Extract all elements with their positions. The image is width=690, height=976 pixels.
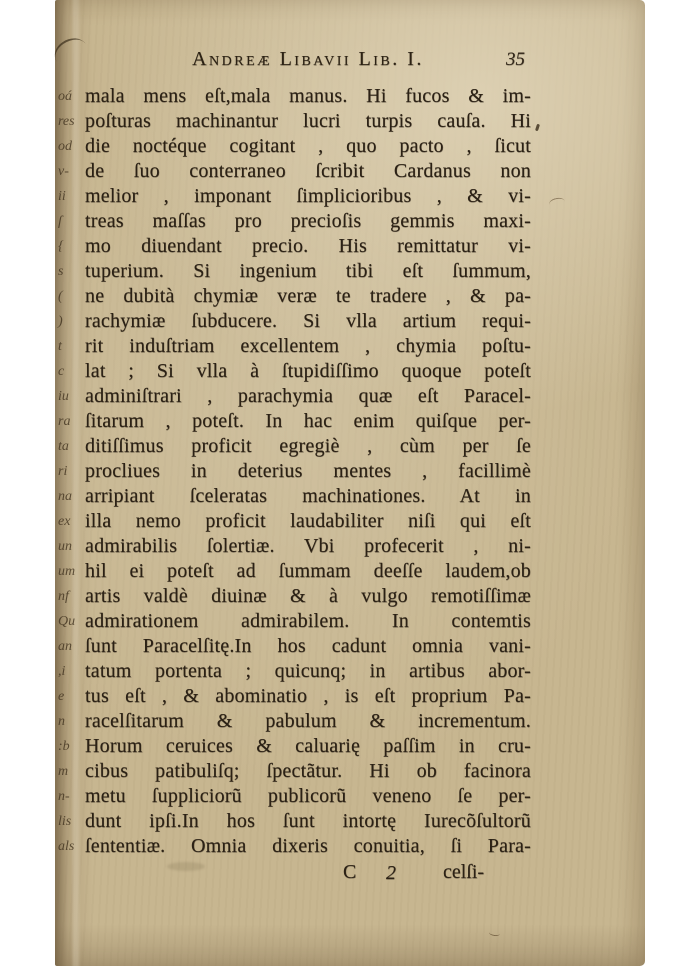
signature-line: [85, 861, 531, 888]
text-line: dunt ipſi.In hos ſunt intortę Iurecõſultorũ: [85, 810, 531, 832]
text-line: melior , imponant ſimplicioribus , & vi-: [85, 185, 531, 207]
page-corner-curl-stroke: [49, 32, 86, 64]
gutter-text-fragment: Qu: [58, 614, 76, 629]
text-line: rit induſtriam excellentem , chymia poſtu-: [85, 335, 531, 357]
gutter-text-fragment: als: [58, 839, 75, 854]
text-line: arripiant ſceleratas machinationes. At in: [85, 485, 531, 507]
gutter-text-fragment: n: [58, 714, 65, 729]
gutter-text-fragment: an: [58, 639, 72, 654]
catchword: celſi-: [443, 861, 485, 883]
gutter-text-fragment: s: [58, 264, 64, 279]
book-page-photo: [55, 0, 645, 966]
text-line: tatum portenta ; quicunq; in artibus abor-: [85, 660, 531, 682]
text-line: ſunt Paracelſitę.In hos cadunt omnia vani-: [85, 635, 531, 657]
text-line: ne dubità chymiæ veræ te tradere , & pa-: [85, 285, 531, 307]
gutter-text-fragment: ,i: [58, 664, 66, 679]
text-line: artis valdè diuinæ & à vulgo remotiſſimæ: [85, 585, 531, 607]
text-line: Horum ceruices & caluarię paſſim in cru-: [85, 735, 531, 757]
signature-mark: C: [343, 861, 357, 883]
text-line: treas maſſas pro precioſis gemmis maxi-: [85, 210, 531, 232]
text-line: ditiſſimus proficit egregiè , cùm per ſe: [85, 435, 531, 457]
text-line: metu ſuppliciorũ publicorũ veneno ſe per-: [85, 785, 531, 807]
gutter-text-fragment: un: [58, 539, 72, 554]
gutter-text-fragment: ): [58, 314, 63, 329]
gutter-text-fragment: um: [58, 564, 76, 579]
text-line: tuperium. Si ingenium tibi eſt ſummum,: [85, 260, 531, 282]
text-line: die noctéque cogitant , quo pacto , ſicut: [85, 135, 531, 157]
gutter-text-fragment: ii: [58, 189, 66, 204]
gutter-text-fragment: na: [58, 489, 72, 504]
text-line: tus eſt , & abominatio , is eſt proprium Pa-: [85, 685, 531, 707]
gutter-text-fragment: {: [58, 239, 64, 254]
gutter-text-fragment: e: [58, 689, 65, 704]
text-line: cibus patibuliſq; ſpectãtur. Hi ob facinora: [85, 760, 531, 782]
text-line: adminiſtrari , parachymia quæ eſt Paracel-: [85, 385, 531, 407]
gutter-text-fragment: n-: [58, 789, 70, 804]
text-line: racelſitarum & pabulum & incrementum.: [85, 710, 531, 732]
page-number: 35: [506, 49, 525, 70]
gutter-text-fragment: ſ: [58, 214, 62, 229]
gutter-text-fragment: c: [58, 364, 65, 379]
text-line: procliues in deterius mentes , facillimè: [85, 460, 531, 482]
page-gutter: [56, 84, 83, 859]
text-line: mo diuendant precio. His remittatur vi-: [85, 235, 531, 257]
gutter-text-fragment: :b: [58, 739, 70, 754]
text-line: illa nemo proficit laudabiliter niſi qui eſt: [85, 510, 531, 532]
text-line: ſitarum , poteſt. In hac enim quiſque per-: [85, 410, 531, 432]
text-line: de ſuo conterraneo ſcribit Cardanus non: [85, 160, 531, 182]
gutter-text-fragment: v-: [58, 164, 69, 179]
header-title: Andreæ Libavii Lib. I.: [192, 48, 424, 70]
paper-fiber: [548, 196, 566, 209]
text-line: admirabilis ſolertiæ. Vbi profecerit , ni-: [85, 535, 531, 557]
gutter-text-fragment: res: [58, 114, 75, 129]
gutter-text-fragment: ta: [58, 439, 69, 454]
running-header: [85, 48, 531, 78]
text-line: poſturas machinantur lucri turpis cauſa. Hi: [85, 110, 531, 132]
gutter-text-fragment: lis: [58, 814, 72, 829]
text-line: rachymiæ ſubducere. Si vlla artium requi-: [85, 310, 531, 332]
ink-speck: [489, 929, 501, 936]
gutter-text-fragment: (: [58, 289, 63, 304]
gutter-text-fragment: ra: [58, 414, 71, 429]
text-block: [85, 84, 531, 888]
gutter-text-fragment: m: [58, 764, 69, 779]
gutter-text-fragment: t: [58, 339, 62, 354]
text-line: admirationem admirabilem. In contemtis: [85, 610, 531, 632]
gutter-text-fragment: ex: [58, 514, 71, 529]
text-line: lat ; Si vlla à ſtupidiſſimo quoque poteſt: [85, 360, 531, 382]
signature-number: 2: [386, 862, 396, 884]
ink-speck: [535, 124, 540, 132]
gutter-text-fragment: od: [58, 139, 72, 154]
gutter-text-fragment: nf: [58, 589, 69, 604]
gutter-text-fragment: oá: [58, 89, 72, 104]
gutter-text-fragment: ri: [58, 464, 68, 479]
text-line: ſententiæ. Omnia dixeris conuitia, ſi Para-: [85, 835, 531, 857]
text-line: hil ei poteſt ad ſummam deeſſe laudem,ob: [85, 560, 531, 582]
gutter-text-fragment: iu: [58, 389, 69, 404]
text-line: mala mens eſt,mala manus. Hi fucos & im-: [85, 85, 531, 107]
